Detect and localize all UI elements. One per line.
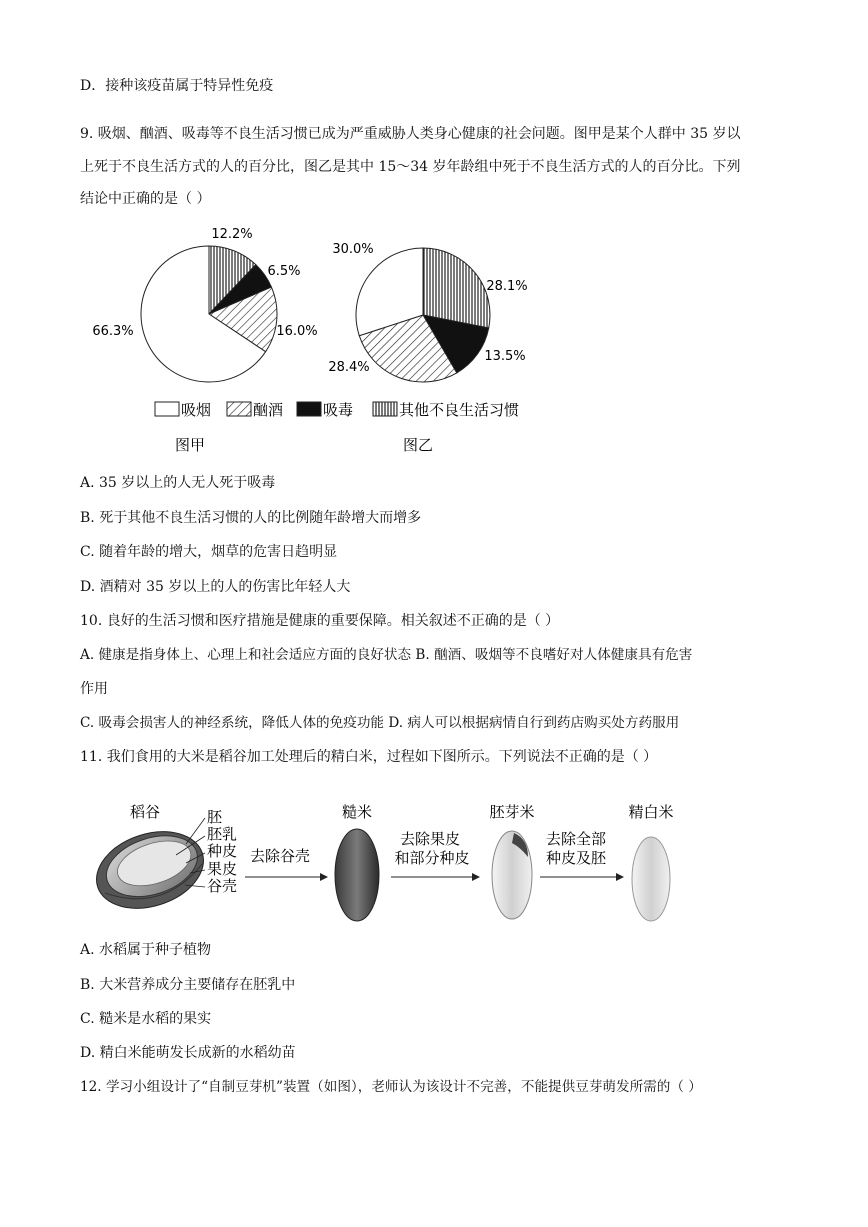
q9-option-a: A. 35 岁以上的人无人死于吸毒 [80,475,276,491]
pie-chart-jia [92,227,317,382]
pie-data-label: 13.5% [484,349,526,364]
q9-stem-line2: 上死于不良生活方式的人的百分比，图乙是其中 15～34 岁年龄组中死于不良生活方式的人的百分比。下列 [80,159,741,175]
pie-title-yi: 图乙 [402,436,434,454]
part-label-seed-coat: 种皮 [207,842,238,860]
legend-swatch [373,402,397,416]
pie-title-jia: 图甲 [174,436,206,454]
q8-option-d: D．接种该疫苗属于特异性免疫 [80,78,274,94]
q11-rice-diagram [0,795,868,935]
pie-data-label: 6.5% [267,264,301,279]
rice-grain-illustration [87,819,214,921]
q10-option-cd: C. 吸毒会损害人的神经系统，降低人体的免疫功能 D. 病人可以根据病情自行到药店购买处方药服用 [80,715,680,731]
q11-option-d: D. 精白米能萌发长成新的水稻幼苗 [80,1045,296,1061]
legend-label: 吸烟 [181,401,212,419]
step2-label-line1: 去除果皮 [399,830,461,848]
q9-pie-charts [0,220,868,460]
pie-data-label: 28.4% [328,360,370,375]
pie-data-label: 66.3% [92,324,134,339]
white-rice-grain [632,837,670,921]
legend-label: 酗酒 [253,401,284,419]
q9-option-d: D. 酒精对 35 岁以上的人的伤害比年轻人大 [80,579,351,595]
q9-stem-line3: 结论中正确的是（ ） [80,191,211,207]
legend-label: 吸毒 [323,401,354,419]
grain-title: 稻谷 [129,803,161,821]
part-label-endosperm: 胚乳 [207,825,238,843]
q11-option-a: A. 水稻属于种子植物 [80,942,212,958]
q10-option-ab-cont: 作用 [80,681,108,697]
q10-stem: 10. 良好的生活习惯和医疗措施是健康的重要保障。相关叙述不正确的是（ ） [80,613,560,629]
germ-rice-grain [492,831,532,919]
q9-option-b: B. 死于其他不良生活习惯的人的比例随年龄增大而增多 [80,510,422,526]
q12-stem: 12. 学习小组设计了“自制豆芽机”装置（如图），老师认为该设计不完善，不能提供豆芽萌发所需的（ ） [80,1079,702,1095]
chart-legend [155,401,519,419]
pie-data-label: 12.2% [211,227,253,242]
germ-rice-label: 胚芽米 [489,803,535,821]
q11-option-b: B. 大米营养成分主要储存在胚乳中 [80,977,296,993]
slice-other [423,248,490,328]
q9-option-c: C. 随着年龄的增大，烟草的危害日趋明显 [80,544,338,560]
q10-option-ab: A. 健康是指身体上、心理上和社会适应方面的良好状态 B. 酗酒、吸烟等不良嗜好对人体健康具有危害 [80,647,693,663]
pie-data-label: 28.1% [486,279,528,294]
legend-swatch [155,402,179,416]
pie-data-label: 30.0% [332,242,374,257]
step3-label-line2: 种皮及胚 [545,849,607,867]
pie-chart-yi [328,242,527,382]
legend-label: 其他不良生活习惯 [399,401,520,419]
q11-option-c: C. 糙米是水稻的果实 [80,1011,212,1027]
part-label-pericarp: 果皮 [207,860,238,878]
step1-label: 去除谷壳 [249,847,311,865]
q11-stem: 11. 我们食用的大米是稻谷加工处理后的精白米，过程如下图所示。下列说法不正确的是（ ） [80,749,658,765]
pie-data-label: 16.0% [276,324,318,339]
step2-label-line2: 和部分种皮 [394,849,470,867]
q9-stem-line1: 9. 吸烟、酗酒、吸毒等不良生活习惯已成为严重威胁人类身心健康的社会问题。图甲是某个人群中 35 岁以 [80,126,741,142]
legend-swatch [297,402,321,416]
part-label-embryo: 胚 [207,808,223,826]
legend-swatch [227,402,251,416]
brown-rice-grain [335,829,379,921]
part-label-husk: 谷壳 [207,877,238,895]
step3-label-line1: 去除全部 [545,830,607,848]
white-rice-label: 精白米 [628,803,674,821]
brown-rice-label: 糙米 [341,803,373,821]
